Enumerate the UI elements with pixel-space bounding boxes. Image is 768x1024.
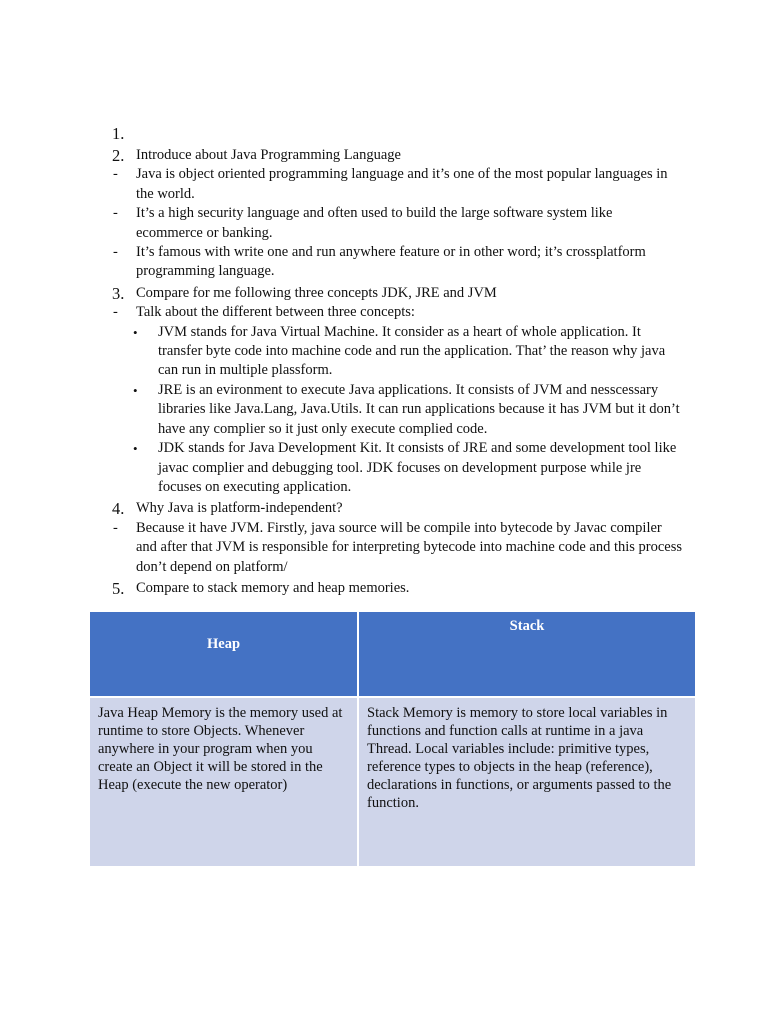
dash-item-text: It’s a high security language and often used to build the large software system like ecommerce or banking.	[136, 205, 613, 241]
list-item-1	[112, 124, 682, 144]
list-item-text: Compare for me following three concepts JDK, JRE and JVM	[136, 284, 497, 301]
dash-marker: -	[113, 166, 118, 183]
dash-item	[112, 165, 682, 204]
dash-item-text: It’s famous with write one and run anywhere feature or in other word; it’s crossplatform programming language.	[136, 244, 646, 280]
table-header-stack	[359, 612, 695, 696]
dash-item	[112, 303, 682, 322]
list-number: 1.	[112, 124, 125, 143]
dash-item-text: Talk about the different between three concepts:	[136, 304, 415, 321]
list-item-text: Compare to stack memory and heap memories.	[136, 579, 410, 596]
bullet-marker: •	[133, 382, 138, 398]
list-item-5	[112, 579, 682, 598]
header-label: Stack	[509, 618, 545, 634]
list-item-text: Introduce about Java Programming Language	[136, 147, 401, 163]
list-item-text: Why Java is platform-independent?	[136, 500, 343, 517]
list-number: 2.	[112, 146, 125, 165]
list-number: 3.	[112, 283, 125, 303]
dash-marker: -	[113, 304, 118, 321]
table-header-heap	[90, 612, 357, 696]
document-body	[112, 122, 682, 598]
dash-marker: -	[113, 244, 118, 261]
dash-item	[112, 519, 682, 577]
table-cell-stack: Stack Memory is memory to store local variables in functions and function calls at runtime in a java Thread. Local variables include: primitive types, reference types to objects in the heap (reference), declarations in functions, or arguments passed to the function.	[359, 698, 695, 866]
bullet-item-text: JDK stands for Java Development Kit. It consists of JRE and some development tool like javac complier and debugging tool. JDK focuses on development purpose while jre focuses on executing application.	[158, 440, 677, 495]
comparison-table	[90, 612, 695, 866]
list-number: 5.	[112, 578, 125, 598]
dash-marker: -	[113, 205, 118, 222]
bullet-item-text: JVM stands for Java Virtual Machine. It consider as a heart of whole application. It transfer byte code into machine code and run the application. That’ the reason why java can run in multiple plassform.	[158, 323, 666, 379]
bullet-item	[112, 439, 682, 497]
bullet-marker: •	[133, 441, 138, 457]
bullet-item-text: JRE is an evironment to execute Java applications. It consists of JVM and nesscessary libraries like Java.Lang, Java.Utils. It can run applications because it has JVM but it don’t have any complier so it just only execute complied code.	[158, 381, 680, 437]
bullet-item	[112, 381, 682, 439]
bullet-item	[112, 323, 682, 381]
dash-item-text: Java is object oriented programming language and it’s one of the most popular languages in the world.	[136, 166, 668, 202]
table-cell-heap: Java Heap Memory is the memory used at runtime to store Objects. Whenever anywhere in your program when you create an Object it will be stored in the Heap (execute the new operator)	[90, 698, 357, 866]
list-item-4	[112, 499, 682, 518]
bullet-marker: •	[133, 324, 138, 340]
list-item-3	[112, 284, 682, 303]
dash-item	[112, 243, 682, 282]
dash-item-text: Because it have JVM. Firstly, java source will be compile into bytecode by Javac compiler and after that JVM is responsible for interpreting bytecode into machine code and this process don’t depend on platform/	[136, 519, 683, 575]
dash-item	[112, 204, 682, 243]
dash-marker: -	[113, 519, 118, 536]
list-item-2	[112, 146, 682, 165]
header-label: Heap	[206, 636, 241, 652]
list-number: 4.	[112, 499, 125, 519]
